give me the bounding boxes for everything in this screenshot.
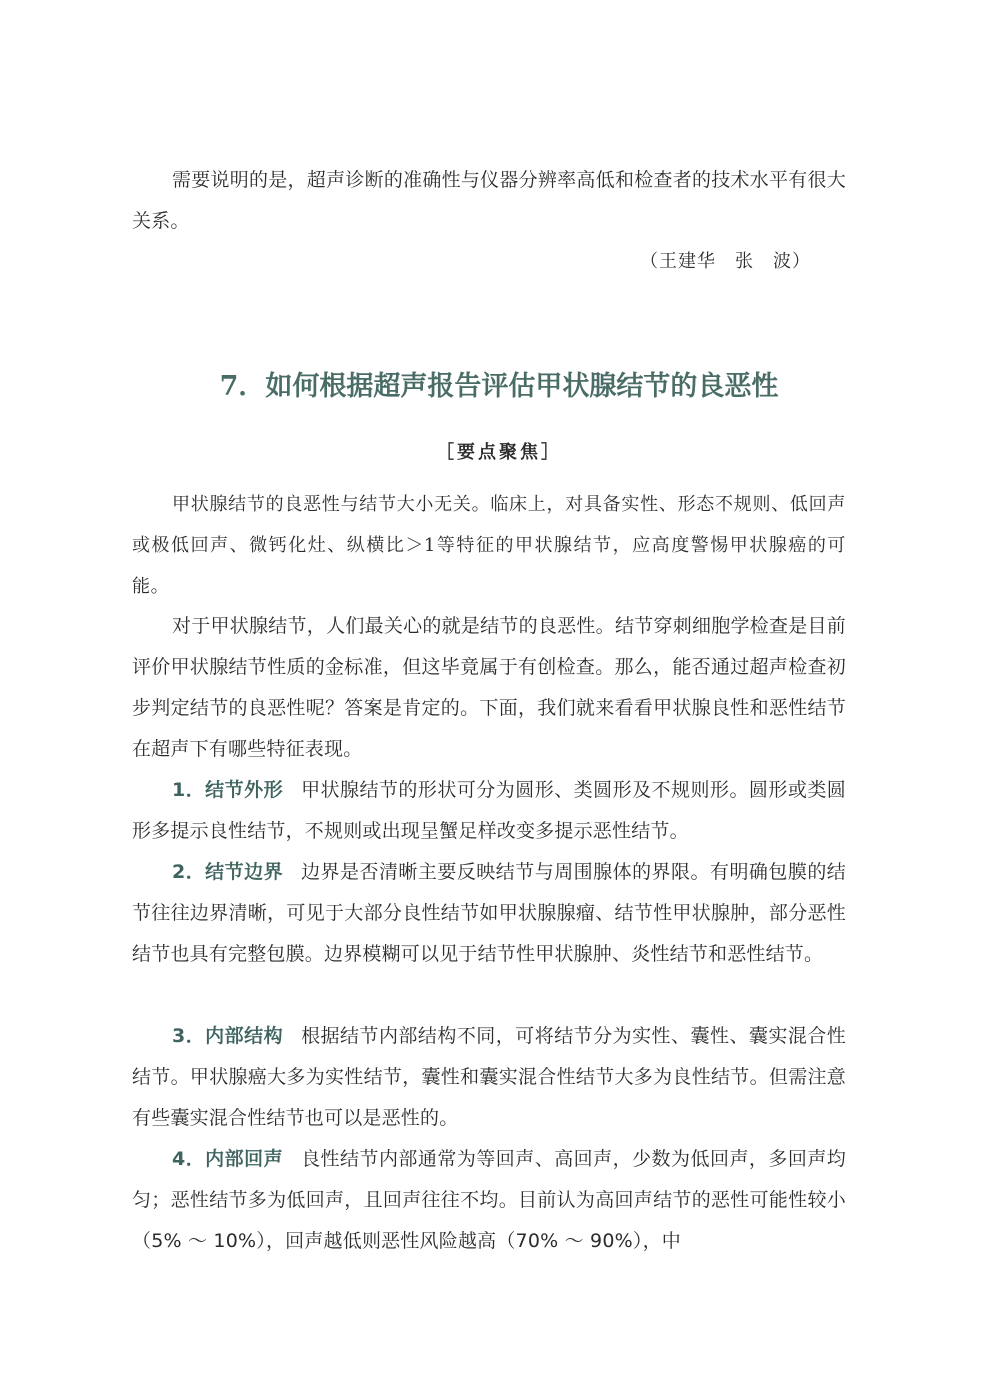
item-label: 3．内部结构 — [172, 1025, 284, 1047]
focus-text: 甲状腺结节的良恶性与结节大小无关。临床上，对具备实性、形态不规则、低回声或极低回声、微钙化灶、纵横比＞1等特征的甲状腺结节，应高度警惕甲状腺癌的可能。 — [132, 494, 846, 597]
item-label: 4．内部回声 — [172, 1148, 284, 1170]
item-text: 甲状腺结节的形状可分为圆形、类圆形及不规则形。圆形或类圆形多提示良性结节，不规则或出现呈蟹足样改变多提示恶性结节。 — [132, 779, 847, 842]
item-text: 边界是否清晰主要反映结节与周围腺体的界限。有明确包膜的结节往往边界清晰，可见于大部分良性结节如甲状腺腺瘤、结节性甲状腺肿，部分恶性结节也具有完整包膜。边界模糊可以见于结节性甲状腺肿、炎性结节和恶性结节。 — [132, 861, 847, 965]
item-label: 1．结节外形 — [172, 779, 284, 801]
intro-paragraph: 对于甲状腺结节，人们最关心的就是结节的良恶性。结节穿刺细胞学检查是目前评价甲状腺结节性质的金标准，但这毕竟属于有创检查。那么，能否通过超声检查初步判定结节的良恶性呢？答案是肯定的。下面，我们就来看看甲状腺良性和恶性结节在超声下有哪些特征表现。 — [132, 615, 846, 760]
focus-heading: ［要点聚焦］ — [436, 442, 562, 463]
section-title: 7．如何根据超声报告评估甲状腺结节的良恶性 — [219, 371, 779, 402]
item-paragraph-structure — [132, 1016, 846, 1139]
item-text: 根据结节内部结构不同，可将结节分为实性、囊性、囊实混合性结节。甲状腺癌大多为实性结节，囊性和囊实混合性结节大多为良性结节。但需注意有些囊实混合性结节也可以是恶性的。 — [132, 1025, 847, 1129]
item-paragraph-border — [132, 852, 846, 975]
item-paragraph-echo — [132, 1139, 846, 1262]
top-paragraph: 需要说明的是，超声诊断的准确性与仪器分辨率高低和检查者的技术水平有很大关系。 — [132, 169, 846, 232]
item-text: 良性结节内部通常为等回声、高回声，少数为低回声，多回声均匀；恶性结节多为低回声，且回声往往不均。目前认为高回声结节的恶性可能性较小（5% ～ 10%），回声越低则恶性风险越高（70% ～ 90%），中 — [132, 1148, 847, 1252]
author-signature: （王建华 张 波） — [640, 251, 811, 272]
item-paragraph-shape — [132, 770, 846, 852]
item-label: 2．结节边界 — [172, 861, 284, 883]
